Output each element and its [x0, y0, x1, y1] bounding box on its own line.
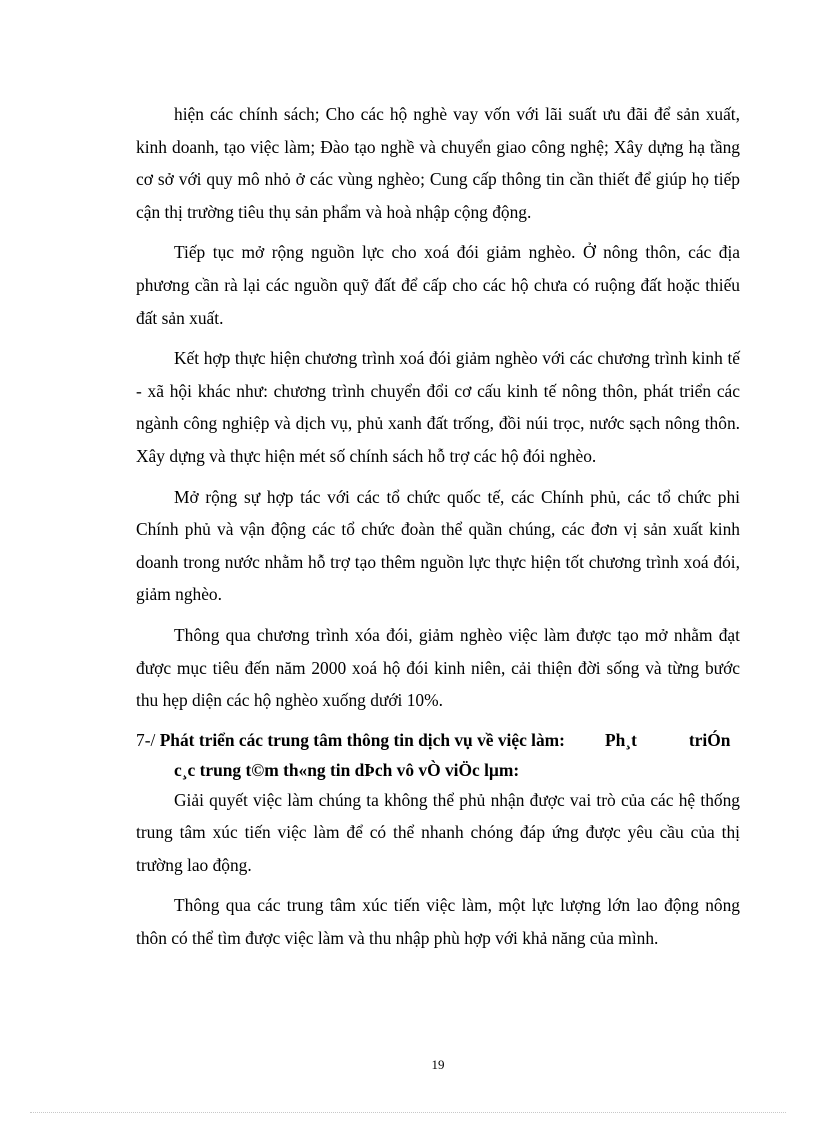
section-title: Phát triển các trung tâm thông tin dịch vụ về việc làm: [159, 729, 565, 750]
paragraph-rural-labor: Thông qua các trung tâm xúc tiến việc làm, một lực lượng lớn lao động nông thôn có thể tìm được việc làm và thu nhập phù hợp với khả năng của mình. [136, 895, 740, 949]
section-title-garbled-line: c¸c trung t©m th«ng tin dÞch vô vÒ viÖc lµm: [174, 759, 520, 780]
document-body [136, 98, 740, 963]
paragraph-cooperation: Mở rộng sự hợp tác với các tổ chức quốc tế, các Chính phủ, các tổ chức phi Chính phủ và vận động các tổ chức đoàn thể quần chúng, các đơn vị sản xuất kinh doanh trong nước nhằm hỗ trợ tạo thêm nguồn lực thực hiện tốt chương trình xoá đói, giảm nghèo. [136, 486, 740, 605]
garbled-word-1: Ph¸t [605, 729, 637, 750]
page-number: 19 [431, 1057, 445, 1072]
section-title-garbled-part [605, 725, 730, 756]
paragraph-job-centers: Giải quyết việc làm chúng ta không thể phủ nhận được vai trò của các hệ thống trung tâm xúc tiến việc làm để có thể nhanh chóng đáp ứng được yêu cầu của thị trường lao động. [136, 789, 740, 875]
page-bottom-divider [30, 1112, 786, 1113]
paragraph-policies: hiện các chính sách; Cho các hộ nghè vay vốn với lãi suất ưu đãi để sản xuất, kinh doanh, tạo việc làm; Đào tạo nghề và chuyển giao công nghệ; Xây dựng hạ tầng cơ sở với quy mô nhỏ ở các vùng nghèo; Cung cấp thông tin cần thiết để giúp họ tiếp cận thị trường tiêu thụ sản phẩm và hoà nhập cộng động. [136, 104, 740, 222]
section-number: 7-/ [136, 729, 156, 750]
paragraph-resources: Tiếp tục mở rộng nguồn lực cho xoá đói giảm nghèo. Ở nông thôn, các địa phương cần rà lại các nguồn quỹ đất để cấp cho các hộ chưa có ruộng đất hoặc thiếu đất sản xuất. [136, 242, 740, 328]
garbled-word-2: triÓn [688, 729, 731, 750]
paragraph-combined-programs: Kết hợp thực hiện chương trình xoá đói giảm nghèo với các chương trình kinh tế - xã hội khác như: chương trình chuyển đổi cơ cấu kinh tế nông thôn, phát triển các ngành công nghiệp và dịch vụ, phủ xanh đất trống, đồi núi trọc, nước sạch nông thôn. Xây dựng và thực hiện mét số chính sách hỗ trợ các hộ đói nghèo. [136, 348, 740, 466]
section-heading [136, 725, 740, 756]
paragraph-goals: Thông qua chương trình xóa đói, giảm nghèo việc làm được tạo mở nhằm đạt được mục tiêu đến năm 2000 xoá hộ đói kinh niên, cải thiện đời sống và từng bước thu hẹp diện các hộ nghèo xuống dưới 10%. [136, 624, 740, 711]
